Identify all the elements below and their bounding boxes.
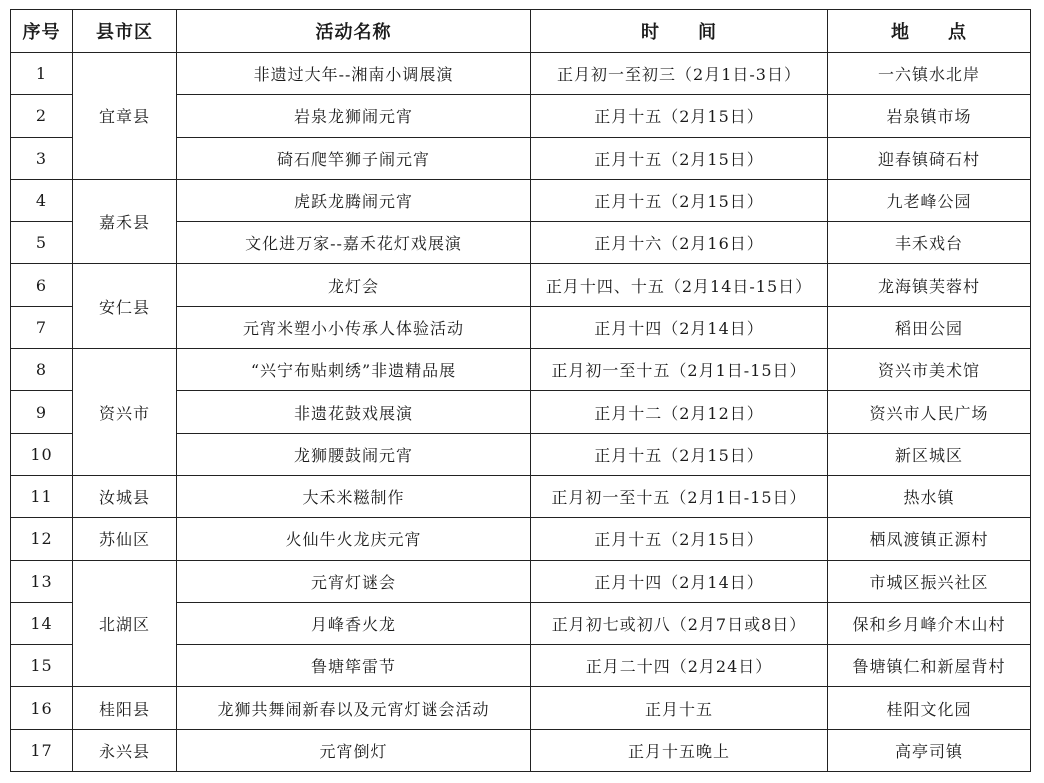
header-county: 县市区	[73, 10, 177, 53]
cell-place: 新区城区	[828, 433, 1031, 475]
cell-time: 正月初七或初八（2月7日或8日）	[531, 602, 828, 644]
cell-activity-name: 龙狮共舞闹新春以及元宵灯谜会活动	[177, 687, 531, 729]
cell-index: 14	[11, 602, 73, 644]
cell-time: 正月十五（2月15日）	[531, 95, 828, 137]
cell-activity-name: 鲁塘筚雷节	[177, 645, 531, 687]
header-activity-name: 活动名称	[177, 10, 531, 53]
cell-activity-name: 月峰香火龙	[177, 602, 531, 644]
cell-index: 1	[11, 53, 73, 95]
cell-time: 正月初一至十五（2月1日-15日）	[531, 349, 828, 391]
header-place: 地 点	[828, 10, 1031, 53]
header-index: 序号	[11, 10, 73, 53]
table-row	[11, 475, 1031, 517]
table-header	[11, 10, 1031, 53]
cell-place: 鲁塘镇仁和新屋背村	[828, 645, 1031, 687]
cell-index: 13	[11, 560, 73, 602]
cell-activity-name: 非遗过大年--湘南小调展演	[177, 53, 531, 95]
cell-time: 正月十四（2月14日）	[531, 306, 828, 348]
table-row	[11, 179, 1031, 221]
cell-activity-name: “兴宁布贴刺绣”非遗精品展	[177, 349, 531, 391]
cell-time: 正月十四、十五（2月14日-15日）	[531, 264, 828, 306]
cell-time: 正月十四（2月14日）	[531, 560, 828, 602]
cell-time: 正月十五（2月15日）	[531, 518, 828, 560]
cell-time: 正月十五晚上	[531, 729, 828, 771]
cell-index: 8	[11, 349, 73, 391]
cell-index: 12	[11, 518, 73, 560]
cell-place: 龙海镇芙蓉村	[828, 264, 1031, 306]
cell-index: 11	[11, 475, 73, 517]
cell-activity-name: 火仙牛火龙庆元宵	[177, 518, 531, 560]
events-table-container	[10, 9, 1031, 772]
cell-county: 永兴县	[73, 729, 177, 771]
cell-index: 6	[11, 264, 73, 306]
cell-activity-name: 岩泉龙狮闹元宵	[177, 95, 531, 137]
cell-index: 7	[11, 306, 73, 348]
cell-place: 稻田公园	[828, 306, 1031, 348]
cell-index: 4	[11, 179, 73, 221]
cell-place: 市城区振兴社区	[828, 560, 1031, 602]
cell-index: 15	[11, 645, 73, 687]
cell-time: 正月初一至初三（2月1日-3日）	[531, 53, 828, 95]
header-row	[11, 10, 1031, 53]
cell-time: 正月十二（2月12日）	[531, 391, 828, 433]
cell-place: 资兴市人民广场	[828, 391, 1031, 433]
cell-place: 迎春镇碕石村	[828, 137, 1031, 179]
cell-county: 北湖区	[73, 560, 177, 687]
cell-place: 桂阳文化园	[828, 687, 1031, 729]
cell-county: 宜章县	[73, 53, 177, 180]
cell-place: 岩泉镇市场	[828, 95, 1031, 137]
cell-time: 正月十五（2月15日）	[531, 179, 828, 221]
cell-county: 桂阳县	[73, 687, 177, 729]
cell-activity-name: 文化进万家--嘉禾花灯戏展演	[177, 222, 531, 264]
cell-activity-name: 虎跃龙腾闹元宵	[177, 179, 531, 221]
table-row	[11, 729, 1031, 771]
cell-index: 10	[11, 433, 73, 475]
cell-time: 正月二十四（2月24日）	[531, 645, 828, 687]
cell-place: 栖凤渡镇正源村	[828, 518, 1031, 560]
cell-index: 16	[11, 687, 73, 729]
cell-index: 2	[11, 95, 73, 137]
cell-county: 汝城县	[73, 475, 177, 517]
header-time: 时 间	[531, 10, 828, 53]
cell-time: 正月十六（2月16日）	[531, 222, 828, 264]
table-row	[11, 349, 1031, 391]
cell-place: 一六镇水北岸	[828, 53, 1031, 95]
table-row	[11, 518, 1031, 560]
cell-county: 安仁县	[73, 264, 177, 349]
cell-activity-name: 龙灯会	[177, 264, 531, 306]
cell-activity-name: 元宵灯谜会	[177, 560, 531, 602]
cell-place: 资兴市美术馆	[828, 349, 1031, 391]
cell-activity-name: 非遗花鼓戏展演	[177, 391, 531, 433]
cell-index: 17	[11, 729, 73, 771]
cell-time: 正月十五	[531, 687, 828, 729]
cell-activity-name: 龙狮腰鼓闹元宵	[177, 433, 531, 475]
table-row	[11, 53, 1031, 95]
cell-index: 5	[11, 222, 73, 264]
cell-time: 正月十五（2月15日）	[531, 137, 828, 179]
cell-place: 热水镇	[828, 475, 1031, 517]
cell-activity-name: 元宵倒灯	[177, 729, 531, 771]
table-row	[11, 560, 1031, 602]
cell-index: 3	[11, 137, 73, 179]
cell-county: 苏仙区	[73, 518, 177, 560]
cell-place: 九老峰公园	[828, 179, 1031, 221]
events-table	[10, 9, 1031, 772]
cell-activity-name: 大禾米糍制作	[177, 475, 531, 517]
cell-county: 嘉禾县	[73, 179, 177, 264]
cell-time: 正月十五（2月15日）	[531, 433, 828, 475]
table-row	[11, 687, 1031, 729]
table-body	[11, 53, 1031, 772]
cell-place: 高亭司镇	[828, 729, 1031, 771]
cell-activity-name: 元宵米塑小小传承人体验活动	[177, 306, 531, 348]
cell-county: 资兴市	[73, 349, 177, 476]
cell-index: 9	[11, 391, 73, 433]
cell-place: 丰禾戏台	[828, 222, 1031, 264]
table-row	[11, 264, 1031, 306]
cell-place: 保和乡月峰介木山村	[828, 602, 1031, 644]
cell-activity-name: 碕石爬竿狮子闹元宵	[177, 137, 531, 179]
cell-time: 正月初一至十五（2月1日-15日）	[531, 475, 828, 517]
